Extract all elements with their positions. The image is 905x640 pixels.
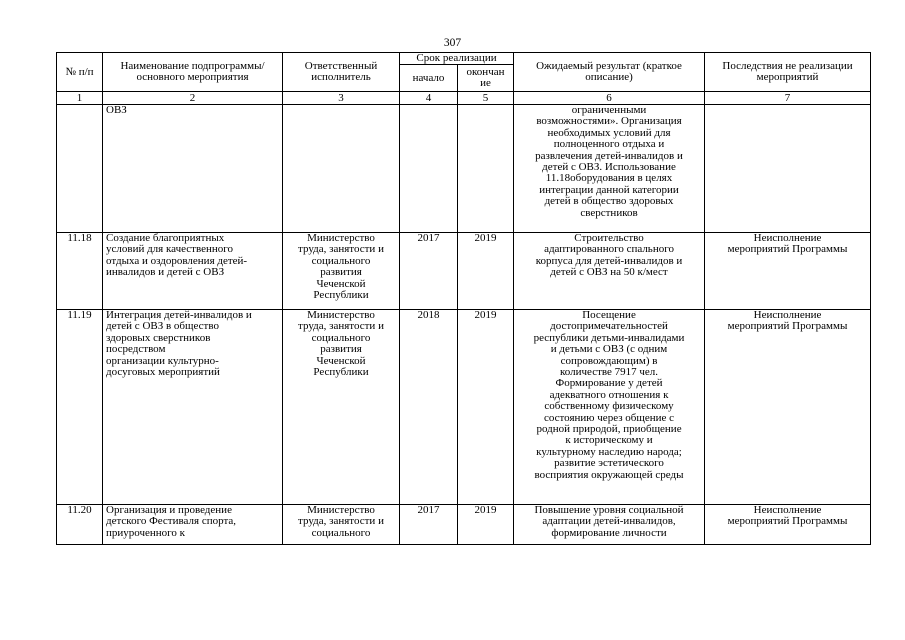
- row-responsible: Министерство труда, занятости и социального: [283, 505, 400, 545]
- row-end: 2019: [458, 310, 514, 505]
- header-name: Наименование подпрограммы/ основного мероприятия: [103, 53, 283, 92]
- row-result: Строительство адаптированного спального корпуса для детей-инвалидов и детей с ОВЗ на 50 к/мест: [514, 233, 705, 310]
- row-num: 11.20: [57, 505, 103, 545]
- column-number: 1: [57, 92, 103, 105]
- header-num: № п/п: [57, 53, 103, 92]
- row-num: 11.18: [57, 233, 103, 310]
- column-number: 7: [705, 92, 871, 105]
- row-start: 2018: [400, 310, 458, 505]
- table-row: [57, 233, 871, 310]
- column-number: 4: [400, 92, 458, 105]
- table-row: [57, 310, 871, 505]
- row-consequences: [705, 105, 871, 233]
- row-responsible: Министерство труда, занятости и социального развития Чеченской Республики: [283, 310, 400, 505]
- row-end: 2019: [458, 233, 514, 310]
- header-consequences: Последствия не реализации мероприятий: [705, 53, 871, 92]
- row-responsible: [283, 105, 400, 233]
- table-row: [57, 505, 871, 545]
- row-name: ОВЗ: [103, 105, 283, 233]
- column-number: 2: [103, 92, 283, 105]
- row-responsible: Министерство труда, занятости и социального развития Чеченской Республики: [283, 233, 400, 310]
- column-number: 3: [283, 92, 400, 105]
- header-responsible: Ответственный исполнитель: [283, 53, 400, 92]
- header-end: окончан ие: [458, 65, 514, 92]
- table-row: [57, 105, 871, 233]
- program-table: [56, 52, 871, 545]
- row-num: [57, 105, 103, 233]
- row-consequences: Неисполнение мероприятий Программы: [705, 310, 871, 505]
- column-number-row: [57, 92, 871, 105]
- header-start: начало: [400, 65, 458, 92]
- row-start: 2017: [400, 505, 458, 545]
- row-consequences: Неисполнение мероприятий Программы: [705, 505, 871, 545]
- header-result: Ожидаемый результат (краткое описание): [514, 53, 705, 92]
- row-name: Создание благоприятных условий для качественного отдыха и оздоровления детей- инвалидов и детей с ОВЗ: [103, 233, 283, 310]
- row-result: ограниченными возможностями». Организация необходимых условий для полноценного отдыха и развлечения детей-инвалидов и детей с ОВЗ. Использование 11.18оборудования в целях интеграции данной категории детей в общество здоровых сверстников: [514, 105, 705, 233]
- header-period: Срок реализации: [400, 53, 514, 65]
- row-result: Повышение уровня социальной адаптации детей-инвалидов, формирование личности: [514, 505, 705, 545]
- row-end: [458, 105, 514, 233]
- row-name: Интеграция детей-инвалидов и детей с ОВЗ в общество здоровых сверстников посредством организации культурно- досуговых мероприятий: [103, 310, 283, 505]
- page-number: 307: [443, 37, 462, 49]
- row-num: 11.19: [57, 310, 103, 505]
- row-consequences: Неисполнение мероприятий Программы: [705, 233, 871, 310]
- column-number: 6: [514, 92, 705, 105]
- row-name: Организация и проведение детского Фестиваля спорта, приуроченного к: [103, 505, 283, 545]
- row-start: [400, 105, 458, 233]
- row-end: 2019: [458, 505, 514, 545]
- row-start: 2017: [400, 233, 458, 310]
- row-result: Посещение достопримечательностей республики детьми-инвалидами и детьми с ОВЗ (с одним сопровождающим) в количестве 7917 чел. Формирование у детей адекватного отношения к собственному физическому состоянию через общение с родной природой, приобщение к историческому и культурному наследию народа; развитие эстетического восприятия окружающей среды: [514, 310, 705, 505]
- column-number: 5: [458, 92, 514, 105]
